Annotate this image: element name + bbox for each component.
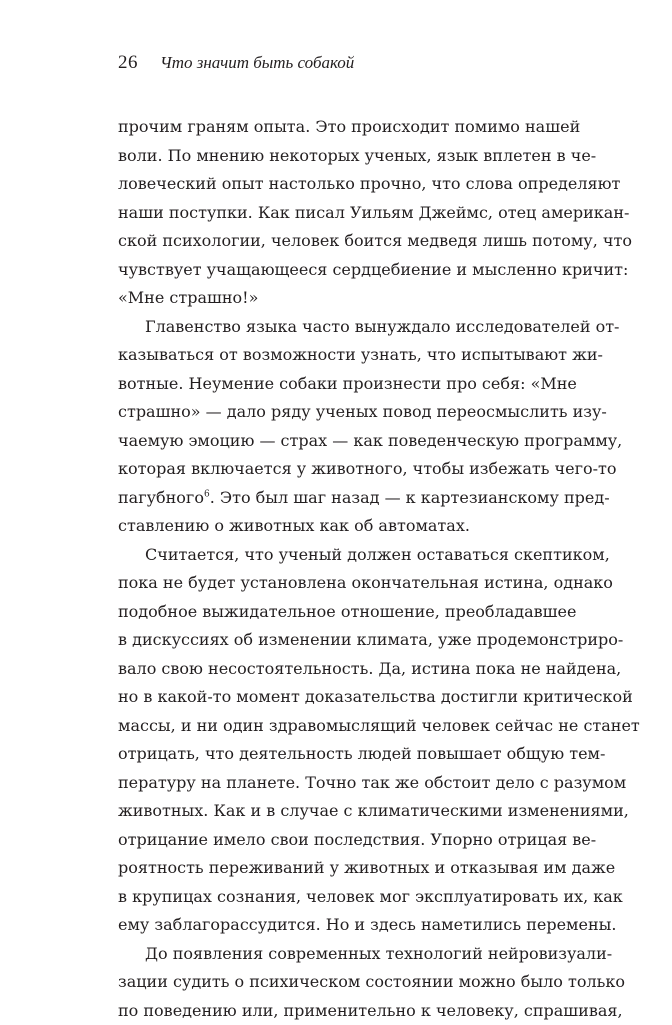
text-line: ему заблагорассудится. Но и здесь наметились перемены. [118, 911, 554, 940]
text-line: но в какой-то момент доказательства достигли критической [118, 683, 554, 712]
text-fragment: пагубного [118, 488, 204, 507]
text-line: зации судить о психическом состоянии можно было только [118, 968, 554, 997]
book-title: Что значит быть собакой [160, 53, 354, 73]
footnote-marker: 6 [204, 489, 210, 499]
text-line: чаемую эмоцию — страх — как поведенческую программу, [118, 427, 554, 456]
text-line: ской психологии, человек боится медведя лишь потому, что [118, 227, 554, 256]
text-line: подобное выжидательное отношение, преобладавшее [118, 598, 554, 627]
text-line: в дискуссиях об изменении климата, уже продемонстриро- [118, 626, 554, 655]
text-line: чувствует учащающееся сердцебиение и мысленно кричит: [118, 256, 554, 285]
text-line: пока не будет установлена окончательная истина, однако [118, 569, 554, 598]
text-line: ловеческий опыт настолько прочно, что слова определяют [118, 170, 554, 199]
text-line: пературу на планете. Точно так же обстоит дело с разумом [118, 769, 554, 798]
running-head [118, 52, 354, 78]
body-text [118, 113, 554, 1025]
page-number: 26 [118, 52, 138, 74]
text-line: массы, и ни один здравомыслящий человек сейчас не станет [118, 712, 554, 741]
text-line: вотные. Неумение собаки произнести про себя: «Мне [118, 370, 554, 399]
text-fragment: . Это был шаг назад — к картезианскому пред- [210, 488, 610, 507]
text-line: отрицание имело свои последствия. Упорно отрицая ве- [118, 826, 554, 855]
text-line: «Мне страшно!» [118, 284, 554, 313]
text-line: отрицать, что деятельность людей повышает общую тем- [118, 740, 554, 769]
text-line: Считается, что ученый должен оставаться скептиком, [118, 541, 554, 570]
text-line: вало свою несостоятельность. Да, истина пока не найдена, [118, 655, 554, 684]
text-line: которая включается у животного, чтобы избежать чего-то [118, 455, 554, 484]
text-line: ставлению о животных как об автоматах. [118, 512, 554, 541]
text-line: Главенство языка часто вынуждало исследователей от- [118, 313, 554, 342]
text-line: роятность переживаний у животных и отказывая им даже [118, 854, 554, 883]
text-line: До появления современных технологий нейровизуали- [118, 940, 554, 969]
text-line-with-footnote [118, 484, 554, 513]
text-line: воли. По мнению некоторых ученых, язык вплетен в че- [118, 142, 554, 171]
text-line: животных. Как и в случае с климатическими изменениями, [118, 797, 554, 826]
text-line: казываться от возможности узнать, что испытывают жи- [118, 341, 554, 370]
text-line: наши поступки. Как писал Уильям Джеймс, отец американ- [118, 199, 554, 228]
text-line: в крупицах сознания, человек мог эксплуатировать их, как [118, 883, 554, 912]
text-line: прочим граням опыта. Это происходит помимо нашей [118, 113, 554, 142]
text-line: страшно» — дало ряду ученых повод переосмыслить изу- [118, 398, 554, 427]
text-line: по поведению или, применительно к человеку, спрашивая, [118, 997, 554, 1025]
